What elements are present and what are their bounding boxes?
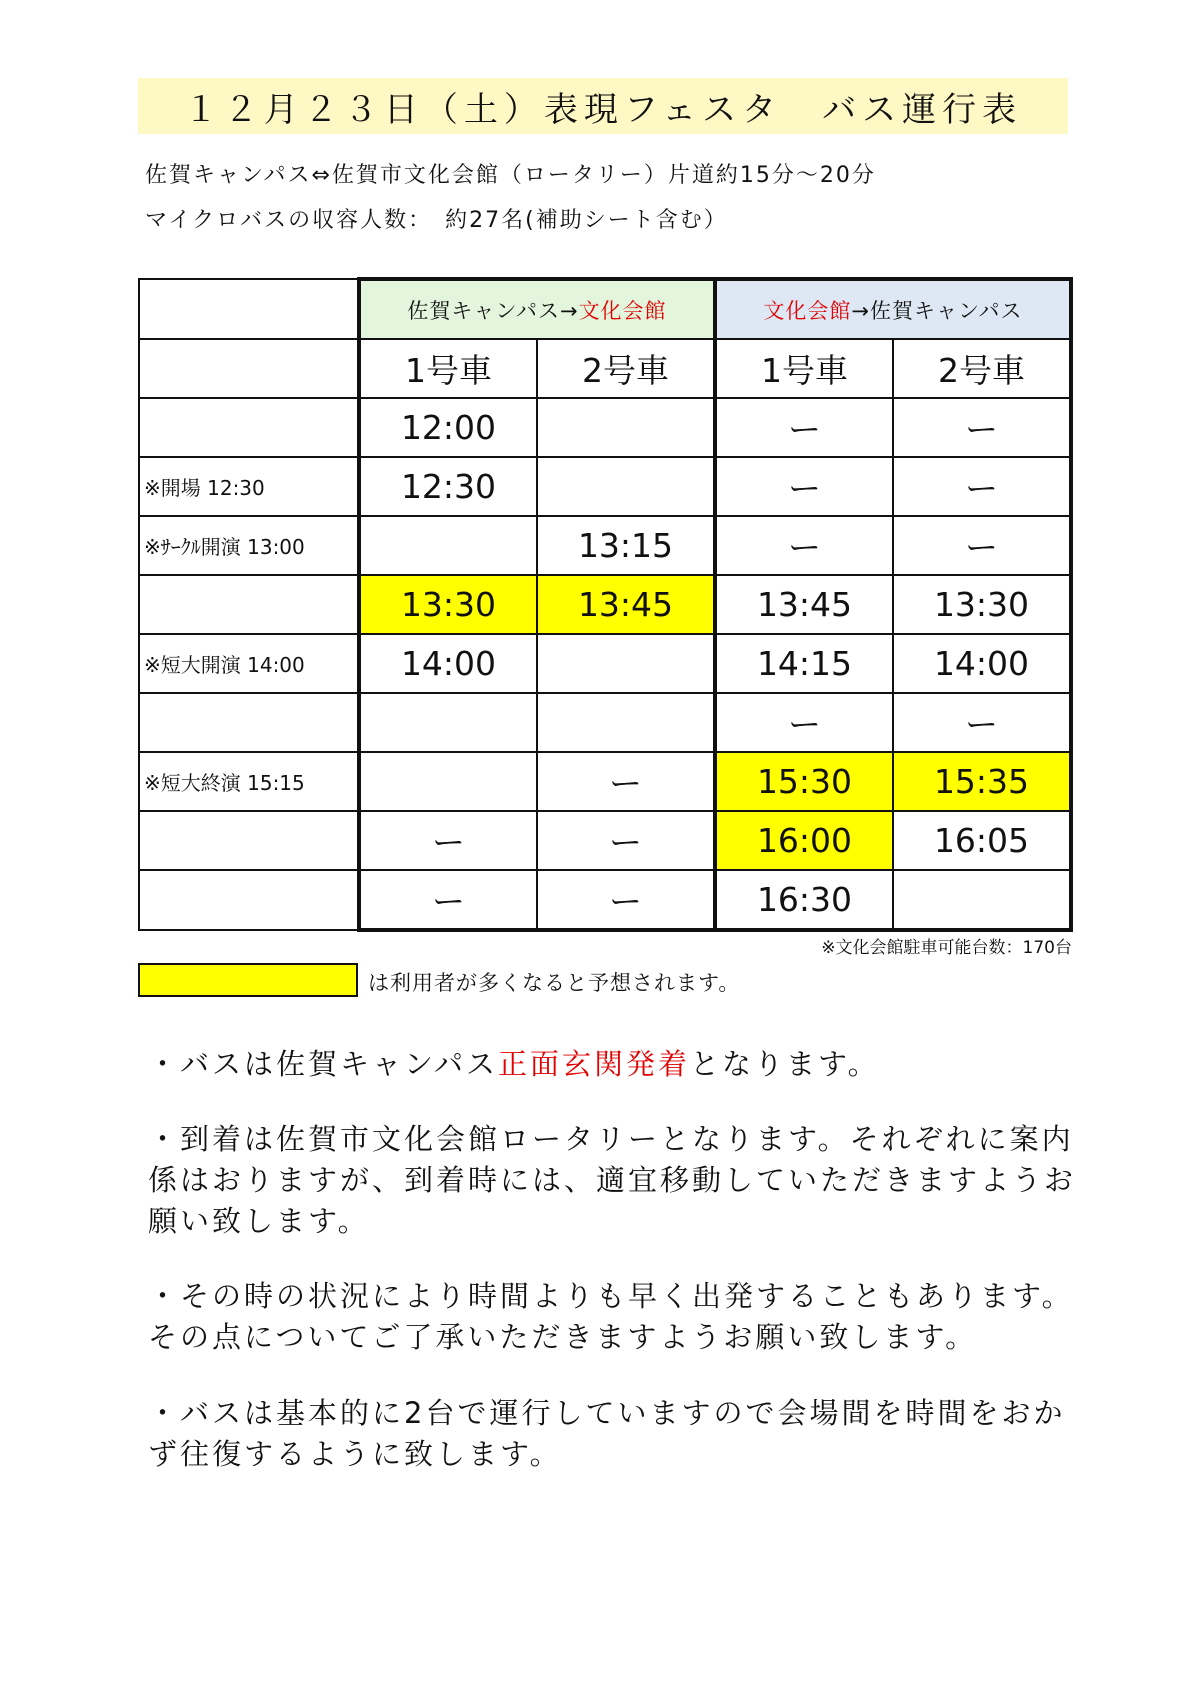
note-operation: ・バスは基本的に2台で運行していますので会場間を時間をおかず往復するように致します。 [148, 1396, 1066, 1471]
time-cell [537, 398, 715, 457]
legend-swatch [138, 963, 358, 997]
note-departure-emphasis: 正面玄関発着 [497, 1047, 690, 1081]
time-cell: ー [537, 752, 715, 811]
time-cell-busy: 16:00 [715, 811, 893, 870]
corner-cell [139, 279, 359, 339]
header-to-bunka-dest: 文化会館 [578, 298, 667, 323]
car-header: 2号車 [893, 339, 1071, 398]
header-to-saga [715, 279, 1071, 339]
time-cell: 14:00 [359, 634, 537, 693]
note-early-departure: ・その時の状況により時間よりも早く出発することもあります。その点についてご了承いただきますようお願い致します。 [148, 1279, 1074, 1354]
time-cell: 12:00 [359, 398, 537, 457]
row-label [139, 870, 359, 930]
table-row [139, 575, 1071, 634]
time-cell [537, 693, 715, 752]
time-cell [359, 516, 537, 575]
time-cell: ー [893, 516, 1071, 575]
row-label [139, 693, 359, 752]
time-cell: ー [715, 457, 893, 516]
table-row [139, 457, 1071, 516]
table-row [139, 870, 1071, 930]
note-arrival: ・到着は佐賀市文化会館ロータリーとなります。それぞれに案内係はおりますが、到着時には、適宜移動していただきますようお願い致します。 [148, 1122, 1077, 1238]
table-row [139, 811, 1071, 870]
time-cell: 13:45 [715, 575, 893, 634]
header-to-saga-from: 文化会館 [763, 298, 852, 323]
route-info: 佐賀キャンパス⇔佐賀市文化会館（ロータリー）片道約15分～20分 [145, 163, 876, 188]
row-label: ※開場 12:30 [139, 457, 359, 516]
capacity-info: マイクロバスの収容人数： 約27名(補助シート含む） [145, 208, 728, 233]
page-title: １２月２３日（土）表現フェスタ バス運行表 [138, 78, 1068, 134]
header-to-saga-dest: →佐賀キャンパス [851, 298, 1023, 323]
note-departure-a: ・バスは佐賀キャンパス [148, 1047, 498, 1081]
time-cell: ー [715, 693, 893, 752]
time-cell: 14:00 [893, 634, 1071, 693]
time-cell: ー [893, 398, 1071, 457]
row-label [139, 398, 359, 457]
time-cell: 16:30 [715, 870, 893, 930]
row-label: ※ｻｰｸﾙ開演 13:00 [139, 516, 359, 575]
time-cell [359, 693, 537, 752]
row-label: ※短大開演 14:00 [139, 634, 359, 693]
time-cell [537, 457, 715, 516]
car-header: 1号車 [715, 339, 893, 398]
note-departure-c: となります。 [690, 1047, 880, 1081]
table-row [139, 516, 1071, 575]
time-cell [893, 870, 1071, 930]
time-cell [359, 752, 537, 811]
time-cell: ー [537, 811, 715, 870]
time-cell-busy: 15:35 [893, 752, 1071, 811]
legend-text: は利用者が多くなると予想されます。 [368, 971, 741, 995]
row-label [139, 575, 359, 634]
header-to-bunka-from: 佐賀キャンパス→ [407, 298, 579, 323]
time-cell: 16:05 [893, 811, 1071, 870]
time-cell: ー [359, 870, 537, 930]
table-row [139, 398, 1071, 457]
time-cell: 12:30 [359, 457, 537, 516]
time-cell: ー [893, 693, 1071, 752]
time-cell: ー [715, 398, 893, 457]
table-row [139, 752, 1071, 811]
time-cell: ー [537, 870, 715, 930]
header-to-bunka [359, 279, 715, 339]
bus-schedule-table [138, 277, 1073, 932]
time-cell: 14:15 [715, 634, 893, 693]
row-label-cell [139, 339, 359, 398]
time-cell-busy: 15:30 [715, 752, 893, 811]
time-cell [537, 634, 715, 693]
time-cell: 13:30 [893, 575, 1071, 634]
table-row [139, 693, 1071, 752]
time-cell: ー [893, 457, 1071, 516]
time-cell: 13:15 [537, 516, 715, 575]
row-label [139, 811, 359, 870]
row-label: ※短大終演 15:15 [139, 752, 359, 811]
time-cell: ー [715, 516, 893, 575]
time-cell-busy: 13:30 [359, 575, 537, 634]
parking-note: ※文化会館駐車可能台数：170台 [821, 938, 1072, 958]
car-header: 2号車 [537, 339, 715, 398]
time-cell-busy: 13:45 [537, 575, 715, 634]
time-cell: ー [359, 811, 537, 870]
note-departure [148, 1044, 1078, 1085]
table-row [139, 634, 1071, 693]
car-header: 1号車 [359, 339, 537, 398]
